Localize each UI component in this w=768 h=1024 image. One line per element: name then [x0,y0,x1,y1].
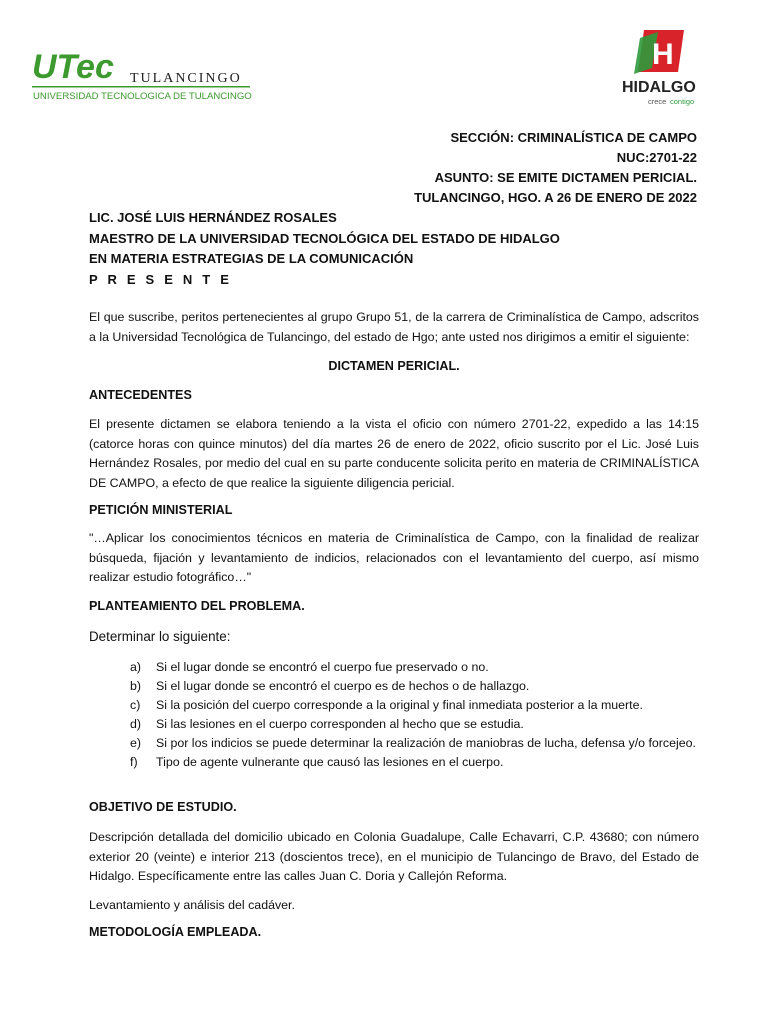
addressee-line1: MAESTRO DE LA UNIVERSIDAD TECNOLÓGICA DEL ESTADO DE HIDALGO [89,230,560,246]
ut-tulancingo-logo [30,44,255,106]
place-date-line: TULANCINGO, HGO. A 26 DE ENERO DE 2022 [414,190,697,205]
peticion-paragraph: "…Aplicar los conocimientos técnicos en materia de Criminalística de Campo, con la finalidad de realizar búsqueda, fijación y levantamiento de indicios, relacionados con el levantamiento del cuerpo, así mismo realizar estudio fotográfico…" [89,531,699,584]
hidalgo-logo [618,28,708,110]
list-marker: c) [130,698,141,712]
list-item [130,753,700,772]
list-item [130,696,700,715]
list-item-text: Si el lugar donde se encontró el cuerpo fue preservado o no. [156,660,489,674]
objetivo-paragraph-2: Levantamiento y análisis del cadáver. [89,898,295,912]
objetivo-paragraph: Descripción detallada del domicilio ubicado en Colonia Guadalupe, Calle Echavarri, C.P. 43680; con número exterior 20 (veinte) e interior 213 (doscientos trece), en el municipio de Tulancingo de Bravo, del Estado de Hidalgo. Específicamente entre las calles Juan C. Doria y Callejón Reforma. [89,830,699,883]
list-marker: a) [130,660,142,674]
list-marker: b) [130,679,142,693]
metodologia-heading: METODOLOGÍA EMPLEADA. [89,925,262,939]
ut-logo-mark: UTec [32,48,114,86]
peticion-heading: PETICIÓN MINISTERIAL [89,503,233,517]
list-item-text: Si las lesiones en el cuerpo corresponden al hecho que se estudia. [156,717,524,731]
subject-line: ASUNTO: SE EMITE DICTAMEN PERICIAL. [434,170,697,185]
objetivo-heading: OBJETIVO DE ESTUDIO. [89,800,237,814]
hidalgo-slogan-a: crece [648,97,667,106]
addressee-line2: EN MATERIA ESTRATEGIAS DE LA COMUNICACIÓN [89,251,414,266]
antecedentes-paragraph: El presente dictamen se elabora teniendo a la vista el oficio con número 2701-22, expedido a las 14:15 (catorce horas con quince minutos) del día martes 26 de enero de 2022, oficio suscrito por el Lic. José Luis Hernández Rosales, por medio del cual en su parte conducente solicita perito en materia de CRIMINALÍSTICA DE CAMPO, a efecto de que realice la siguiente diligencia pericial. [89,417,699,490]
list-marker: f) [130,755,138,769]
list-item-text: Si el lugar donde se encontró el cuerpo es de hechos o de hallazgo. [156,679,530,693]
addressee-block [89,208,560,290]
list-marker: e) [130,736,142,750]
hidalgo-slogan-b: contigo [670,97,695,106]
list-item [130,677,700,696]
addressee-name: LIC. JOSÉ LUIS HERNÁNDEZ ROSALES [89,210,337,225]
list-item [130,734,700,753]
list-item-text: Si por los indicios se puede determinar la realización de maniobras de lucha, defensa y/o forcejeo. [156,736,696,750]
document-header [414,128,697,208]
problem-list [130,658,700,772]
hidalgo-name: HIDALGO [622,79,696,96]
planteamiento-heading: PLANTEAMIENTO DEL PROBLEMA. [89,599,305,613]
list-item [130,715,700,734]
list-item-text: Tipo de agente vulnerante que causó las lesiones en el cuerpo. [156,755,504,769]
antecedentes-heading: ANTECEDENTES [89,388,192,402]
section-line: SECCIÓN: CRIMINALÍSTICA DE CAMPO [450,130,697,145]
document-title: DICTAMEN PERICIAL. [328,359,460,373]
nuc-line: NUC:2701-22 [616,150,697,165]
ut-logo-city: TULANCINGO [130,71,242,86]
ut-logo-name: UNIVERSIDAD TECNOLOGICA DE TULANCINGO [33,91,252,102]
list-item-text: Si la posición del cuerpo corresponde a la original y final inmediata posterior a la muerte. [156,698,643,712]
intro-paragraph: El que suscribe, peritos pertenecientes al grupo Grupo 51, de la carrera de Criminalística de Campo, adscritos a la Universidad Tecnológica de Tulancingo, del estado de Hgo; ante usted nos dirigimos a emitir el siguiente: [89,310,699,344]
svg-text:H: H [652,38,674,71]
list-marker: d) [130,717,142,731]
addressee-present: P R E S E N T E [89,271,233,287]
planteamiento-lead: Determinar lo siguiente: [89,629,231,644]
list-item [130,658,700,677]
ut-logo-underline [32,86,250,88]
